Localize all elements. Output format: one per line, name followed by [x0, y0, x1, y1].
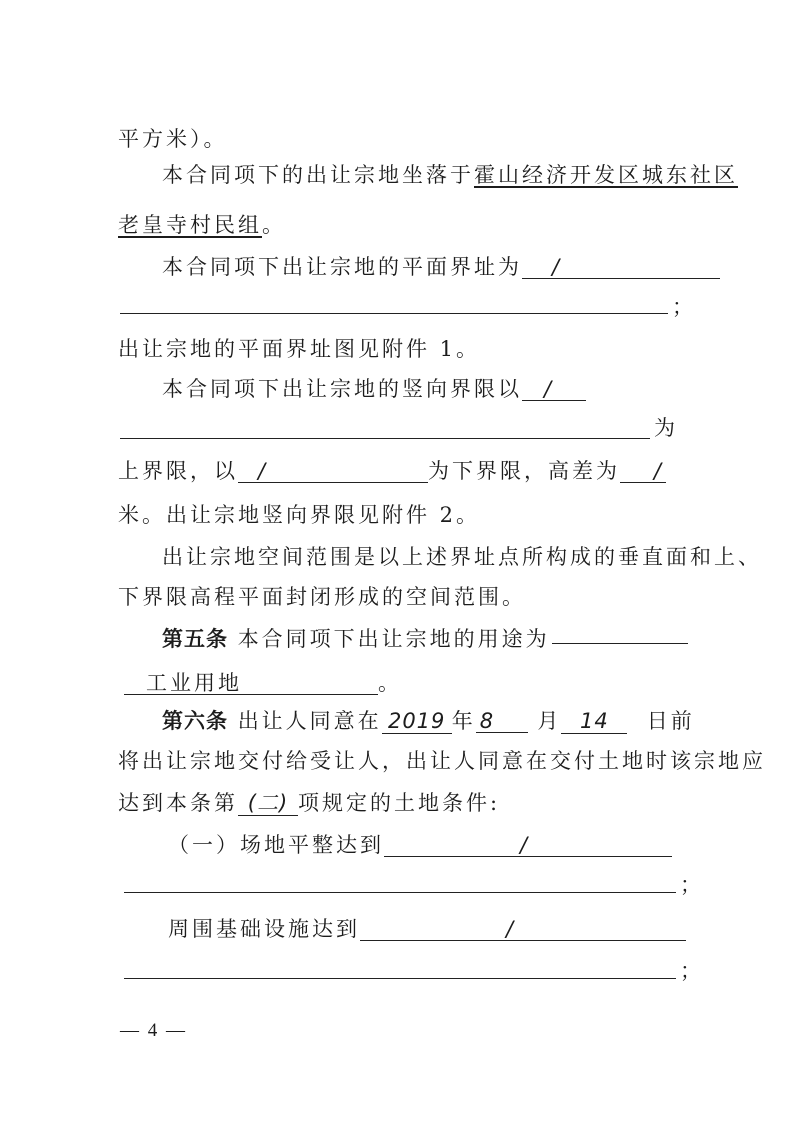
boundary-line — [162, 252, 720, 282]
line-end-text: ； — [680, 873, 704, 897]
delivery-day: 14 — [561, 709, 627, 734]
text-line — [118, 746, 766, 776]
text-line-11: 出让宗地空间范围是以上述界址点所构成的垂直面和上、 — [162, 545, 762, 569]
blank-rule — [120, 313, 668, 314]
location-label: 本合同项下的出让宗地坐落于 — [162, 163, 474, 187]
delivery-year: 2019 — [382, 709, 452, 734]
day-label: 日前 — [646, 709, 695, 733]
article-6 — [162, 706, 695, 736]
condition-1 — [168, 830, 672, 860]
line-end-text: 为 — [654, 416, 678, 440]
text-line — [118, 500, 480, 530]
boundary-value: / — [522, 255, 720, 279]
limit-line — [118, 456, 666, 486]
infrastructure-label: 周围基础设施达到 — [168, 917, 360, 941]
lower-limit-value: / — [238, 459, 428, 483]
condition-line — [118, 788, 500, 818]
article-5-text: 本合同项下出让宗地的用途为 — [237, 627, 550, 651]
boundary-label: 本合同项下出让宗地的平面界址为 — [162, 255, 522, 279]
height-diff-value: / — [620, 459, 666, 483]
site-leveling-value: / — [384, 833, 672, 857]
text-line-12: 下界限高程平面封闭形成的空间范围。 — [118, 585, 526, 609]
line-end — [680, 870, 704, 900]
line-end-text: ； — [680, 959, 704, 983]
article-5 — [162, 624, 550, 654]
article-6-text: 出让人同意在 — [237, 709, 382, 733]
line-end — [654, 413, 678, 443]
condition-2 — [168, 914, 686, 944]
condition-item: (二) — [238, 791, 298, 816]
location-value: 霍山经济开发区城东社区 — [474, 163, 738, 187]
punct: 。 — [262, 213, 286, 237]
location-line — [162, 160, 738, 190]
year-label: 年 — [451, 709, 476, 733]
punct: 。 — [378, 671, 402, 695]
text-line-6: 出让宗地的平面界址图见附件 1。 — [118, 337, 481, 361]
article-6-label: 第六条 — [162, 709, 228, 733]
condition-text: 项规定的土地条件: — [298, 791, 501, 815]
article-6-line-2: 将出让宗地交付给受让人，出让人同意在交付土地时该宗地应 — [118, 749, 766, 773]
land-use-value: 工业用地 — [124, 671, 378, 695]
blank-rule — [120, 438, 650, 439]
text-line — [118, 124, 228, 154]
height-diff-label: 为下界限，高差为 — [428, 459, 620, 483]
location-value-2: 老皇寺村民组 — [118, 213, 262, 237]
page-number: — 4 — — [120, 1020, 187, 1041]
condition-label: 达到本条第 — [118, 791, 238, 815]
text-line-10: 米。出让宗地竖向界限见附件 2。 — [118, 503, 481, 527]
vertical-limit-line — [162, 374, 586, 404]
location-line-2 — [118, 210, 286, 240]
infrastructure-value: / — [360, 917, 686, 941]
site-leveling-label: （一）场地平整达到 — [168, 833, 384, 857]
text-line — [118, 582, 526, 612]
blank-rule — [124, 892, 676, 893]
blank-rule — [552, 643, 688, 644]
line-end — [680, 956, 704, 986]
vertical-limit-label: 本合同项下出让宗地的竖向界限以 — [162, 377, 522, 401]
vertical-limit-value: / — [522, 377, 586, 401]
delivery-month: 8 — [476, 709, 528, 733]
semicolon — [672, 292, 696, 322]
article-5-use-line — [124, 668, 402, 698]
blank-rule — [124, 978, 676, 979]
article-5-label: 第五条 — [162, 627, 228, 651]
line-end: ； — [672, 295, 696, 319]
text-line — [162, 542, 762, 572]
month-label: 月 — [537, 709, 562, 733]
text-line — [118, 334, 480, 364]
text-line-1: 平方米）。 — [118, 127, 228, 151]
limit-label: 上界限，以 — [118, 459, 238, 483]
